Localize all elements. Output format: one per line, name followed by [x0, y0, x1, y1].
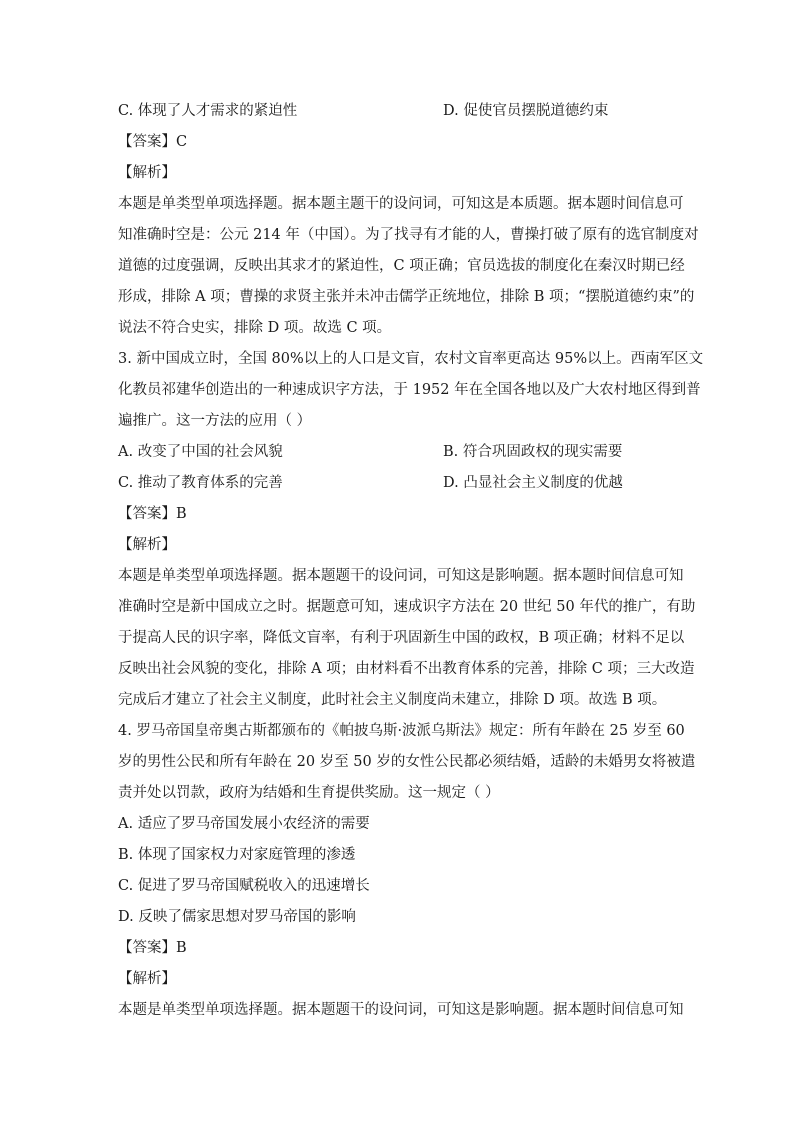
q2-options-cd: [118, 96, 678, 127]
q2-option-c: C. 体现了人才需求的紧迫性: [118, 103, 298, 119]
q2-analysis-line: 知准确时空是：公元 214 年（中国）。为了找寻有才能的人，曹操打破了原有的选官制度对: [118, 227, 699, 243]
q2-answer: 【答案】C: [118, 134, 188, 150]
q4-option-c: C. 促进了罗马帝国赋税收入的迅速增长: [118, 878, 370, 894]
q3-option-b: B. 符合巩固政权的现实需要: [443, 444, 623, 460]
q3-options-cd: [118, 468, 678, 499]
q2-analysis-label: 【解析】: [118, 165, 176, 181]
q4-analysis: [118, 995, 684, 1026]
q2-analysis-line: 本题是单类型单项选择题。据本题主题干的设问词，可知这是本质题。据本题时间信息可: [118, 196, 684, 212]
q3-stem-line: 遍推广。这一方法的应用（ ）: [118, 413, 312, 429]
q4-stem-line: 4. 罗马帝国皇帝奥古斯都颁布的《帕披乌斯·波派乌斯法》规定：所有年龄在 25 岁至 60: [118, 723, 685, 739]
q4-option-b: B. 体现了国家权力对家庭管理的渗透: [118, 847, 356, 863]
q3-stem-line: 化教员祁建华创造出的一种速成识字方法，于 1952 年在全国各地以及广大农村地区得到普: [118, 382, 701, 398]
q3-analysis: [118, 561, 696, 716]
q4-option-d: D. 反映了儒家思想对罗马帝国的影响: [118, 909, 356, 925]
q4-stem-line: 责并处以罚款，政府为结婚和生育提供奖励。这一规定（ ）: [118, 785, 500, 801]
q2-analysis-line: 形成，排除 A 项；曹操的求贤主张并未冲击儒学正统地位，排除 B 项；“摆脱道德约束”的: [118, 289, 695, 305]
q3-analysis-line: 准确时空是新中国成立之时。据题意可知，速成识字方法在 20 世纪 50 年代的推广，有助: [118, 599, 696, 615]
q4-answer: 【答案】B: [118, 940, 187, 956]
q3-analysis-line: 完成后才建立了社会主义制度，此时社会主义制度尚未建立，排除 D 项。故选 B 项。: [118, 692, 667, 708]
q2-analysis-line: 道德的过度强调，反映出其求才的紧迫性，C 项正确；官员选拔的制度化在秦汉时期已经: [118, 258, 685, 274]
q3-options-ab: [118, 437, 678, 468]
q3-answer: 【答案】B: [118, 506, 187, 522]
q4-stem-line: 岁的男性公民和所有年龄在 20 岁至 50 岁的女性公民都必须结婚，适龄的未婚男女将被遣: [118, 754, 696, 770]
q3-analysis-line: 于提高人民的识字率，降低文盲率，有利于巩固新生中国的政权，B 项正确；材料不足以: [118, 630, 685, 646]
q2-analysis: [118, 189, 699, 344]
q2-analysis-line: 说法不符合史实，排除 D 项。故选 C 项。: [118, 320, 392, 336]
q2-option-d: D. 促使官员摆脱道德约束: [443, 103, 609, 119]
q3-analysis-line: 本题是单类型单项选择题。据本题题干的设问词，可知这是影响题。据本题时间信息可知: [118, 568, 684, 584]
q3-option-a: A. 改变了中国的社会风貌: [118, 444, 283, 460]
q3-analysis-label: 【解析】: [118, 537, 176, 553]
q4-analysis-line: 本题是单类型单项选择题。据本题题干的设问词，可知这是影响题。据本题时间信息可知: [118, 1002, 684, 1018]
q3-analysis-line: 反映出社会风貌的变化，排除 A 项；由材料看不出教育体系的完善，排除 C 项；三大改造: [118, 661, 695, 677]
q3-option-d: D. 凸显社会主义制度的优越: [443, 475, 623, 491]
document-page: [118, 96, 704, 1026]
q3-stem: [118, 344, 704, 437]
q3-option-c: C. 推动了教育体系的完善: [118, 475, 283, 491]
q4-analysis-label: 【解析】: [118, 971, 176, 987]
q4-stem: [118, 716, 696, 809]
q3-stem-line: 3. 新中国成立时，全国 80%以上的人口是文盲，农村文盲率更高达 95%以上。西南军区文: [118, 351, 704, 367]
q4-option-a: A. 适应了罗马帝国发展小农经济的需要: [118, 816, 370, 832]
